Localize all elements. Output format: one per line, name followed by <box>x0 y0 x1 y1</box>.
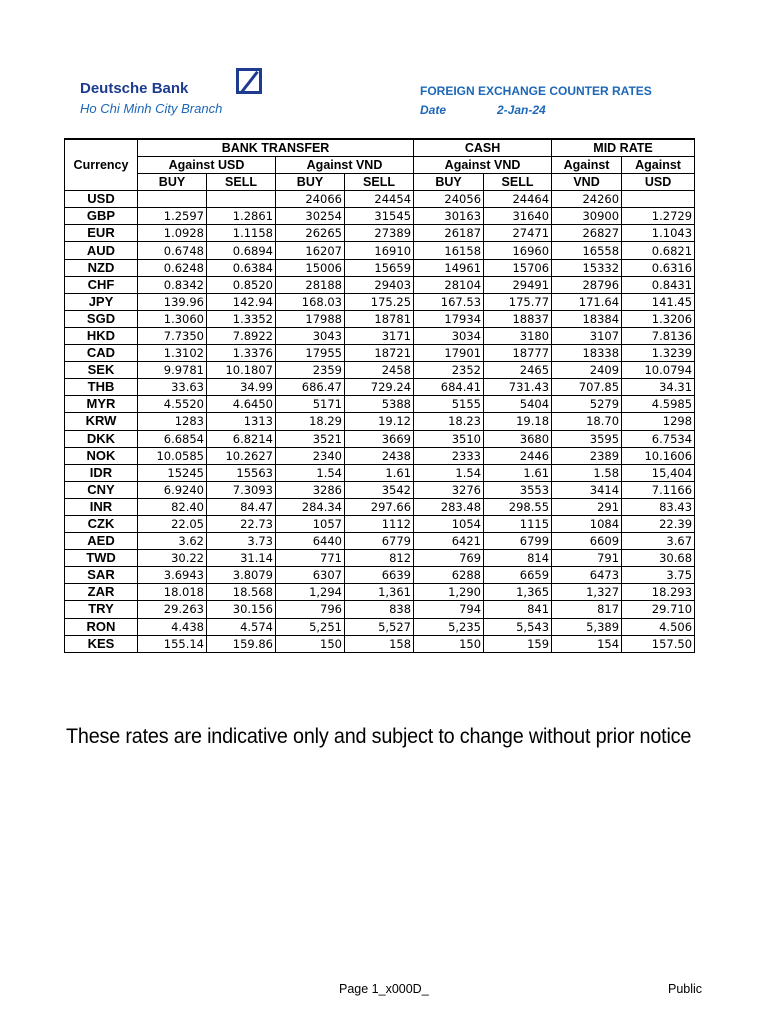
table-row <box>65 396 695 413</box>
rate-cell: 1.1158 <box>207 225 276 242</box>
rate-cell: 2465 <box>484 362 552 379</box>
rate-cell: 175.25 <box>345 293 414 310</box>
page-title: FOREIGN EXCHANGE COUNTER RATES <box>420 84 652 98</box>
rate-cell: 5155 <box>414 396 484 413</box>
rate-cell: 1115 <box>484 515 552 532</box>
rate-cell: 16558 <box>552 242 622 259</box>
rate-cell: 2409 <box>552 362 622 379</box>
rate-cell: 3107 <box>552 327 622 344</box>
column-header: VND <box>552 174 622 191</box>
rate-cell: 33.63 <box>138 379 207 396</box>
rate-cell: 796 <box>276 601 345 618</box>
column-header: SELL <box>484 174 552 191</box>
rate-cell: 3510 <box>414 430 484 447</box>
rate-cell: 6609 <box>552 533 622 550</box>
table-row <box>65 584 695 601</box>
rate-cell: 15563 <box>207 464 276 481</box>
rate-cell: 0.8431 <box>622 276 695 293</box>
rate-cell: 30163 <box>414 208 484 225</box>
rate-cell: 1.3206 <box>622 310 695 327</box>
rate-cell: 2352 <box>414 362 484 379</box>
rate-cell: 1.3352 <box>207 310 276 327</box>
currency-code: CNY <box>65 481 138 498</box>
subgroup-transfer-against-usd: Against USD <box>138 157 276 174</box>
rate-cell: 82.40 <box>138 498 207 515</box>
rate-cell: 838 <box>345 601 414 618</box>
rate-cell: 142.94 <box>207 293 276 310</box>
rate-cell <box>207 191 276 208</box>
currency-code: AUD <box>65 242 138 259</box>
rate-cell: 1.3376 <box>207 345 276 362</box>
rate-cell: 7.3093 <box>207 481 276 498</box>
rate-cell: 10.0794 <box>622 362 695 379</box>
rate-cell: 4.506 <box>622 618 695 635</box>
rate-cell: 31640 <box>484 208 552 225</box>
rate-cell: 24066 <box>276 191 345 208</box>
rate-cell: 28188 <box>276 276 345 293</box>
currency-code: AED <box>65 533 138 550</box>
rate-cell: 5388 <box>345 396 414 413</box>
rate-cell: 3180 <box>484 327 552 344</box>
table-row <box>65 447 695 464</box>
rate-cell: 159 <box>484 635 552 652</box>
rate-cell: 139.96 <box>138 293 207 310</box>
rate-cell: 19.12 <box>345 413 414 430</box>
rate-cell: 291 <box>552 498 622 515</box>
rate-cell: 26827 <box>552 225 622 242</box>
rate-cell: 10.1807 <box>207 362 276 379</box>
rate-cell: 3669 <box>345 430 414 447</box>
rate-cell: 15,404 <box>622 464 695 481</box>
rate-cell: 157.50 <box>622 635 695 652</box>
rate-cell: 5279 <box>552 396 622 413</box>
bank-name: Deutsche Bank <box>80 80 189 97</box>
rate-cell: 83.43 <box>622 498 695 515</box>
rate-cell: 731.43 <box>484 379 552 396</box>
table-row <box>65 550 695 567</box>
rate-cell: 4.6450 <box>207 396 276 413</box>
rate-cell: 2458 <box>345 362 414 379</box>
rate-cell: 6.6854 <box>138 430 207 447</box>
rate-cell: 3521 <box>276 430 345 447</box>
currency-header: Currency <box>65 139 138 191</box>
rate-cell: 2446 <box>484 447 552 464</box>
subgroup-transfer-against-vnd: Against VND <box>276 157 414 174</box>
rate-cell: 18338 <box>552 345 622 362</box>
table-row <box>65 345 695 362</box>
rate-cell: 2438 <box>345 447 414 464</box>
rate-cell: 2333 <box>414 447 484 464</box>
logo-slash <box>240 71 258 93</box>
rate-cell: 1084 <box>552 515 622 532</box>
rate-cell: 791 <box>552 550 622 567</box>
rate-cell: 1,361 <box>345 584 414 601</box>
rate-cell: 18777 <box>484 345 552 362</box>
rate-cell: 22.39 <box>622 515 695 532</box>
rate-cell: 18.293 <box>622 584 695 601</box>
rate-cell: 155.14 <box>138 635 207 652</box>
rate-cell: 6288 <box>414 567 484 584</box>
rate-cell: 141.45 <box>622 293 695 310</box>
table-row <box>65 293 695 310</box>
column-header: SELL <box>345 174 414 191</box>
column-header: SELL <box>207 174 276 191</box>
rate-cell: 1.2861 <box>207 208 276 225</box>
rate-cell <box>138 191 207 208</box>
rate-cell: 1.3060 <box>138 310 207 327</box>
rate-cell: 1054 <box>414 515 484 532</box>
rate-cell: 17934 <box>414 310 484 327</box>
rate-cell: 297.66 <box>345 498 414 515</box>
date-label: Date <box>420 103 447 117</box>
rate-cell: 1.2597 <box>138 208 207 225</box>
rate-cell: 0.6316 <box>622 259 695 276</box>
rate-cell: 2389 <box>552 447 622 464</box>
rate-cell: 298.55 <box>484 498 552 515</box>
rate-cell: 794 <box>414 601 484 618</box>
table-row <box>65 464 695 481</box>
rate-cell: 1,365 <box>484 584 552 601</box>
rate-cell: 5,543 <box>484 618 552 635</box>
rate-cell: 15006 <box>276 259 345 276</box>
currency-code: CAD <box>65 345 138 362</box>
rate-cell: 3.67 <box>622 533 695 550</box>
rate-cell: 26265 <box>276 225 345 242</box>
rate-cell: 684.41 <box>414 379 484 396</box>
rate-cell: 29491 <box>484 276 552 293</box>
rate-cell: 15332 <box>552 259 622 276</box>
rate-cell: 17901 <box>414 345 484 362</box>
rate-cell: 30900 <box>552 208 622 225</box>
date-value: 2-Jan-24 <box>497 103 546 117</box>
rate-cell: 16960 <box>484 242 552 259</box>
table-row <box>65 208 695 225</box>
rate-cell: 3.62 <box>138 533 207 550</box>
rate-cell: 1.3102 <box>138 345 207 362</box>
rate-cell: 6779 <box>345 533 414 550</box>
rate-cell: 34.31 <box>622 379 695 396</box>
column-header: BUY <box>276 174 345 191</box>
rate-cell: 150 <box>414 635 484 652</box>
rate-cell: 18.70 <box>552 413 622 430</box>
rate-cell: 1.61 <box>345 464 414 481</box>
rate-cell: 24454 <box>345 191 414 208</box>
rate-cell: 24464 <box>484 191 552 208</box>
rate-cell: 771 <box>276 550 345 567</box>
rate-cell: 1.54 <box>276 464 345 481</box>
table-row <box>65 225 695 242</box>
rate-cell: 10.1606 <box>622 447 695 464</box>
currency-code: SEK <box>65 362 138 379</box>
table-row <box>65 327 695 344</box>
table-row <box>65 498 695 515</box>
rate-cell: 19.18 <box>484 413 552 430</box>
rate-cell: 27471 <box>484 225 552 242</box>
rate-cell: 5171 <box>276 396 345 413</box>
rate-cell: 4.574 <box>207 618 276 635</box>
currency-code: EUR <box>65 225 138 242</box>
rate-cell: 4.438 <box>138 618 207 635</box>
table-row <box>65 413 695 430</box>
rate-cell: 16158 <box>414 242 484 259</box>
column-header: BUY <box>414 174 484 191</box>
rate-cell: 3.75 <box>622 567 695 584</box>
currency-code: NOK <box>65 447 138 464</box>
rate-cell: 7.8136 <box>622 327 695 344</box>
rate-cell: 6.8214 <box>207 430 276 447</box>
currency-code: CZK <box>65 515 138 532</box>
deutsche-bank-logo-icon <box>236 68 262 94</box>
table-row <box>65 242 695 259</box>
rate-cell: 31.14 <box>207 550 276 567</box>
rate-cell: 22.05 <box>138 515 207 532</box>
table-row <box>65 601 695 618</box>
group-mid-rate: MID RATE <box>552 139 695 157</box>
rate-cell: 150 <box>276 635 345 652</box>
exchange-rates-table <box>64 138 695 653</box>
rate-cell: 168.03 <box>276 293 345 310</box>
rate-cell: 6.7534 <box>622 430 695 447</box>
rate-cell: 3414 <box>552 481 622 498</box>
rate-cell: 841 <box>484 601 552 618</box>
rate-cell: 1.2729 <box>622 208 695 225</box>
rate-cell: 6.9240 <box>138 481 207 498</box>
rate-cell: 30254 <box>276 208 345 225</box>
rate-cell: 34.99 <box>207 379 276 396</box>
rate-cell: 0.8342 <box>138 276 207 293</box>
rate-cell: 7.1166 <box>622 481 695 498</box>
table-row <box>65 533 695 550</box>
rate-cell: 18781 <box>345 310 414 327</box>
rate-cell: 22.73 <box>207 515 276 532</box>
branch-name: Ho Chi Minh City Branch <box>80 101 223 116</box>
table-row <box>65 379 695 396</box>
rate-cell: 812 <box>345 550 414 567</box>
rate-cell: 1313 <box>207 413 276 430</box>
rate-cell: 84.47 <box>207 498 276 515</box>
currency-code: THB <box>65 379 138 396</box>
rate-cell: 1112 <box>345 515 414 532</box>
currency-code: SAR <box>65 567 138 584</box>
rate-cell: 171.64 <box>552 293 622 310</box>
rate-cell: 18.29 <box>276 413 345 430</box>
currency-code: CHF <box>65 276 138 293</box>
rate-cell: 158 <box>345 635 414 652</box>
rate-cell: 28104 <box>414 276 484 293</box>
rate-cell: 31545 <box>345 208 414 225</box>
currency-code: USD <box>65 191 138 208</box>
rate-cell: 3680 <box>484 430 552 447</box>
rate-cell: 1.0928 <box>138 225 207 242</box>
rate-cell: 6473 <box>552 567 622 584</box>
rate-cell: 5,235 <box>414 618 484 635</box>
table-row <box>65 191 695 208</box>
rate-cell: 5,389 <box>552 618 622 635</box>
rate-cell: 1,327 <box>552 584 622 601</box>
rate-cell: 5404 <box>484 396 552 413</box>
rate-cell: 3043 <box>276 327 345 344</box>
subgroup-mid-against-vnd: Against <box>552 157 622 174</box>
rate-cell: 24260 <box>552 191 622 208</box>
footer-classification: Public <box>668 982 703 996</box>
rate-cell: 3034 <box>414 327 484 344</box>
column-header: USD <box>622 174 695 191</box>
currency-code: SGD <box>65 310 138 327</box>
rate-cell: 4.5985 <box>622 396 695 413</box>
rate-cell: 6799 <box>484 533 552 550</box>
currency-code: ZAR <box>65 584 138 601</box>
rate-cell: 28796 <box>552 276 622 293</box>
rate-cell: 0.6894 <box>207 242 276 259</box>
rate-cell: 7.8922 <box>207 327 276 344</box>
disclaimer-text: These rates are indicative only and subject to change without prior notice <box>66 724 692 748</box>
rate-cell: 18721 <box>345 345 414 362</box>
rate-cell: 29403 <box>345 276 414 293</box>
currency-code: TWD <box>65 550 138 567</box>
rate-cell: 30.22 <box>138 550 207 567</box>
rate-cell: 18384 <box>552 310 622 327</box>
rate-cell: 159.86 <box>207 635 276 652</box>
rates-table-body <box>65 191 695 653</box>
rate-cell: 1298 <box>622 413 695 430</box>
rate-cell: 0.6384 <box>207 259 276 276</box>
rate-cell: 17988 <box>276 310 345 327</box>
currency-code: GBP <box>65 208 138 225</box>
table-row <box>65 310 695 327</box>
rate-cell: 3.6943 <box>138 567 207 584</box>
rate-cell: 3.8079 <box>207 567 276 584</box>
rate-cell: 18.568 <box>207 584 276 601</box>
rate-cell: 26187 <box>414 225 484 242</box>
rate-cell: 6440 <box>276 533 345 550</box>
currency-code: HKD <box>65 327 138 344</box>
rate-cell: 15659 <box>345 259 414 276</box>
rate-cell: 1.3239 <box>622 345 695 362</box>
rate-cell: 10.0585 <box>138 447 207 464</box>
rate-cell: 18837 <box>484 310 552 327</box>
rate-cell: 2340 <box>276 447 345 464</box>
rate-cell: 5,251 <box>276 618 345 635</box>
rate-cell: 9.9781 <box>138 362 207 379</box>
rate-cell: 6639 <box>345 567 414 584</box>
rate-cell: 3286 <box>276 481 345 498</box>
rate-cell <box>622 191 695 208</box>
rate-cell: 814 <box>484 550 552 567</box>
rate-cell: 4.5520 <box>138 396 207 413</box>
rate-cell: 30.68 <box>622 550 695 567</box>
currency-code: KES <box>65 635 138 652</box>
rate-cell: 1,294 <box>276 584 345 601</box>
rate-cell: 6307 <box>276 567 345 584</box>
table-row <box>65 481 695 498</box>
rate-cell: 18.018 <box>138 584 207 601</box>
group-cash: CASH <box>414 139 552 157</box>
rate-cell: 29.263 <box>138 601 207 618</box>
rate-cell: 29.710 <box>622 601 695 618</box>
subgroup-mid-against-usd: Against <box>622 157 695 174</box>
table-row <box>65 430 695 447</box>
currency-code: KRW <box>65 413 138 430</box>
table-row <box>65 635 695 652</box>
rate-cell: 3553 <box>484 481 552 498</box>
currency-code: RON <box>65 618 138 635</box>
rate-cell: 24056 <box>414 191 484 208</box>
table-row <box>65 362 695 379</box>
currency-code: TRY <box>65 601 138 618</box>
rate-cell: 7.7350 <box>138 327 207 344</box>
rate-cell: 5,527 <box>345 618 414 635</box>
rate-cell: 15706 <box>484 259 552 276</box>
currency-code: MYR <box>65 396 138 413</box>
rate-cell: 0.6821 <box>622 242 695 259</box>
currency-code: INR <box>65 498 138 515</box>
rate-cell: 0.8520 <box>207 276 276 293</box>
rate-cell: 1.61 <box>484 464 552 481</box>
table-row <box>65 567 695 584</box>
currency-code: JPY <box>65 293 138 310</box>
rate-cell: 3171 <box>345 327 414 344</box>
rate-cell: 1057 <box>276 515 345 532</box>
rate-cell: 167.53 <box>414 293 484 310</box>
rate-cell: 1283 <box>138 413 207 430</box>
rate-cell: 3542 <box>345 481 414 498</box>
rate-cell: 3.73 <box>207 533 276 550</box>
rate-cell: 0.6248 <box>138 259 207 276</box>
currency-code: DKK <box>65 430 138 447</box>
rate-cell: 1.54 <box>414 464 484 481</box>
currency-code: NZD <box>65 259 138 276</box>
rate-cell: 14961 <box>414 259 484 276</box>
rate-cell: 15245 <box>138 464 207 481</box>
rate-cell: 3276 <box>414 481 484 498</box>
rate-cell: 817 <box>552 601 622 618</box>
rate-cell: 1,290 <box>414 584 484 601</box>
table-row <box>65 276 695 293</box>
rate-cell: 27389 <box>345 225 414 242</box>
rate-cell: 0.6748 <box>138 242 207 259</box>
rate-cell: 154 <box>552 635 622 652</box>
rate-cell: 284.34 <box>276 498 345 515</box>
rate-cell: 729.24 <box>345 379 414 396</box>
rate-cell: 18.23 <box>414 413 484 430</box>
rate-cell: 30.156 <box>207 601 276 618</box>
table-row <box>65 515 695 532</box>
rate-cell: 2359 <box>276 362 345 379</box>
rate-cell: 707.85 <box>552 379 622 396</box>
rate-cell: 10.2627 <box>207 447 276 464</box>
rate-cell: 6659 <box>484 567 552 584</box>
rate-cell: 16207 <box>276 242 345 259</box>
footer-page-number: Page 1_x000D_ <box>339 982 429 996</box>
subgroup-cash-against-vnd: Against VND <box>414 157 552 174</box>
rate-cell: 17955 <box>276 345 345 362</box>
group-bank-transfer: BANK TRANSFER <box>138 139 414 157</box>
rate-cell: 283.48 <box>414 498 484 515</box>
column-header: BUY <box>138 174 207 191</box>
rate-cell: 686.47 <box>276 379 345 396</box>
rate-cell: 175.77 <box>484 293 552 310</box>
rate-cell: 6421 <box>414 533 484 550</box>
currency-code: IDR <box>65 464 138 481</box>
rate-cell: 16910 <box>345 242 414 259</box>
rate-cell: 1.1043 <box>622 225 695 242</box>
table-row <box>65 259 695 276</box>
rate-cell: 3595 <box>552 430 622 447</box>
rate-cell: 769 <box>414 550 484 567</box>
rate-cell: 1.58 <box>552 464 622 481</box>
table-row <box>65 618 695 635</box>
